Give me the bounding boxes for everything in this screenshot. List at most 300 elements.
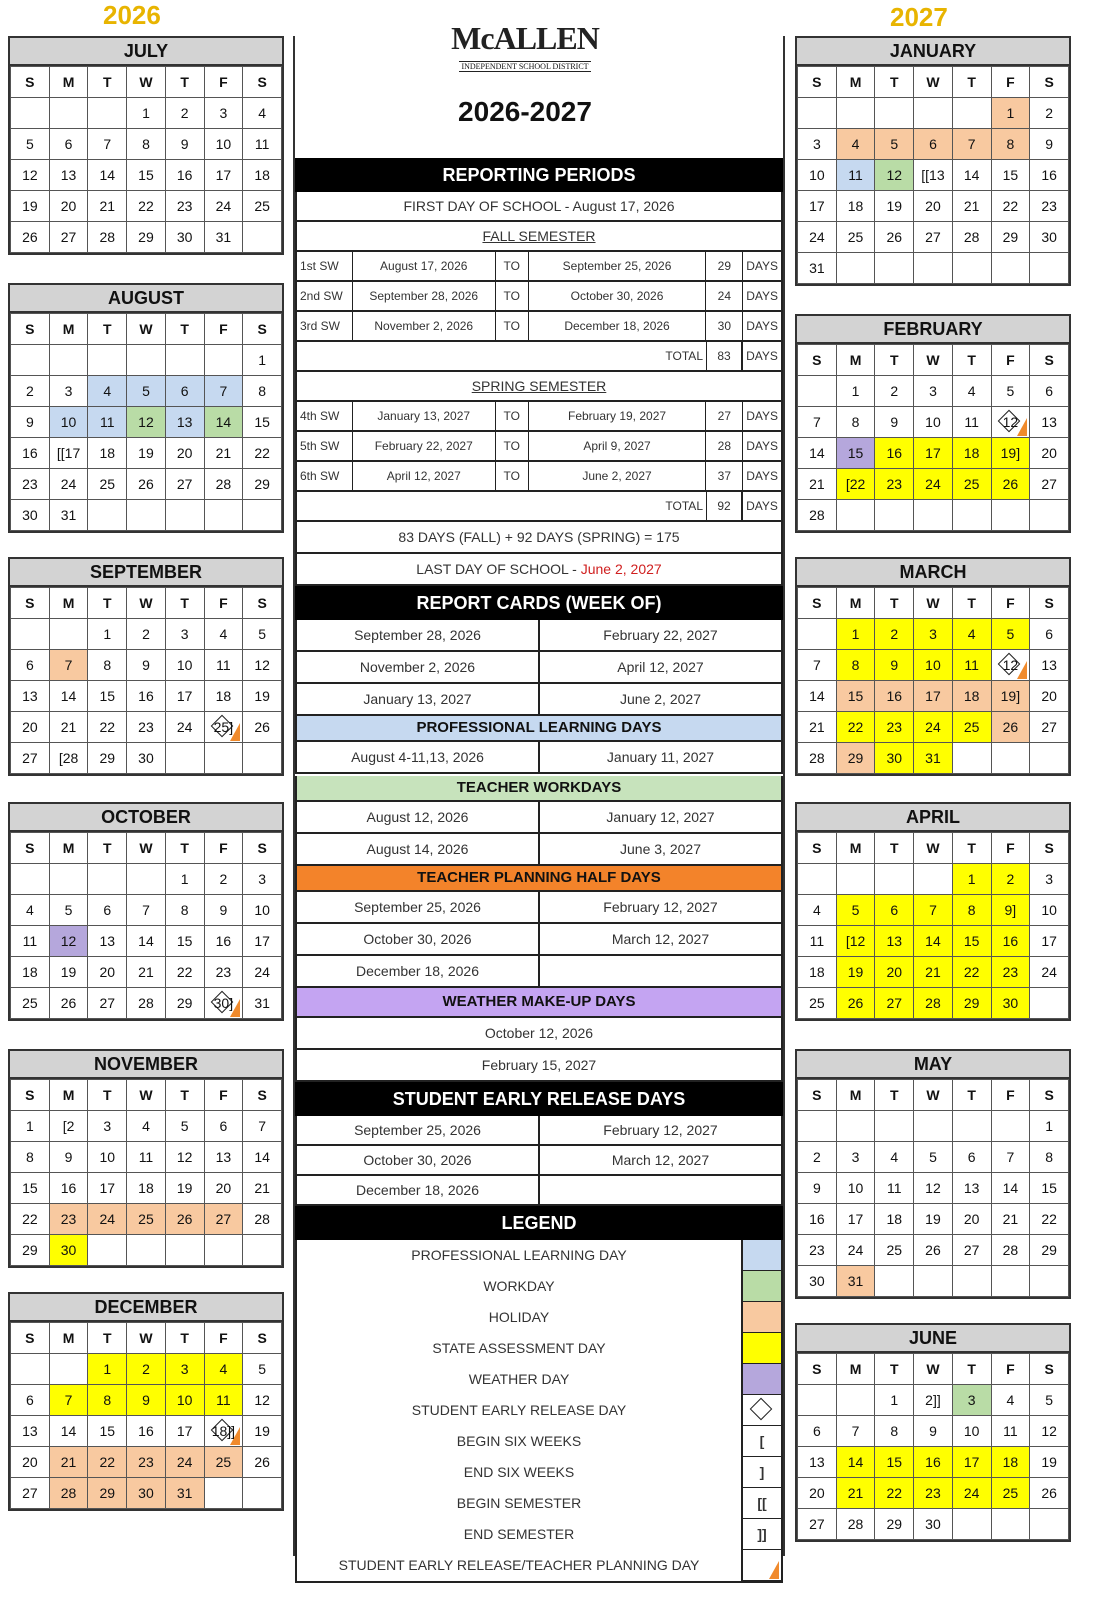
calendar-day: 19	[11, 191, 50, 222]
calendar-day: 23	[798, 1235, 837, 1266]
weather-makeup-header: WEATHER MAKE-UP DAYS	[295, 988, 783, 1018]
calendar-day: 15	[165, 926, 204, 957]
calendar-day: 7	[49, 650, 88, 681]
calendar-day: 5	[875, 129, 914, 160]
weekday-header: S	[243, 314, 282, 345]
calendar-day: 7	[836, 1416, 875, 1447]
month-october	[8, 802, 284, 1021]
calendar-day	[798, 376, 837, 407]
year-2026-label: 2026	[103, 0, 161, 30]
calendar-day	[991, 500, 1030, 531]
month-name: NOVEMBER	[10, 1051, 282, 1079]
calendar-day: 11	[798, 926, 837, 957]
calendar-day: 25	[991, 1478, 1030, 1509]
calendar-day	[11, 864, 50, 895]
calendar-day	[836, 864, 875, 895]
calendar-day: 25	[836, 222, 875, 253]
calendar-day: 21	[798, 712, 837, 743]
calendar-day	[49, 864, 88, 895]
calendar-day: 5	[243, 1354, 282, 1385]
weekday-header: S	[243, 588, 282, 619]
calendar-day: 6	[914, 129, 953, 160]
calendar-day	[88, 345, 127, 376]
calendar-day: 30	[914, 1509, 953, 1540]
calendar-day: 31	[798, 253, 837, 284]
calendar-day: 3	[914, 619, 953, 650]
reporting-period-row: 6th SW April 12, 2027 TO June 2, 2027 37 DAYS	[295, 462, 783, 492]
calendar-day: 25	[243, 191, 282, 222]
calendar-day: 13	[165, 407, 204, 438]
calendar-day: 5	[49, 895, 88, 926]
weekday-header: W	[127, 588, 166, 619]
weekday-header: S	[11, 67, 50, 98]
calendar-day: 14	[798, 438, 837, 469]
weekday-header: M	[836, 1354, 875, 1385]
weekday-header: M	[49, 1080, 88, 1111]
weekday-header: M	[49, 314, 88, 345]
calendar-day: 23	[11, 469, 50, 500]
spring-total-row: TOTAL 92 DAYS	[295, 492, 783, 522]
calendar-day: 5	[1030, 1385, 1069, 1416]
calendar-day: [[13	[914, 160, 953, 191]
weekday-header: T	[165, 833, 204, 864]
calendar-day: 20	[914, 191, 953, 222]
weekday-header: W	[914, 345, 953, 376]
calendar-day: 26	[165, 1204, 204, 1235]
calendar-day	[88, 864, 127, 895]
calendar-day: 27	[11, 1478, 50, 1509]
reporting-period-row: 4th SW January 13, 2027 TO February 19, 2027 27 DAYS	[295, 402, 783, 432]
calendar-day	[836, 98, 875, 129]
calendar-day	[914, 1266, 953, 1297]
calendar-day: 20	[49, 191, 88, 222]
calendar-day: 11	[875, 1173, 914, 1204]
calendar-day	[165, 743, 204, 774]
calendar-day: 24	[88, 1204, 127, 1235]
weekday-header: W	[914, 833, 953, 864]
weather-date-1: October 12, 2026	[295, 1018, 783, 1050]
calendar-day: 18	[204, 681, 243, 712]
calendar-day: 6	[1030, 619, 1069, 650]
calendar-day: 9]	[991, 895, 1030, 926]
calendar-day: 10	[798, 160, 837, 191]
calendar-day: 26	[243, 1447, 282, 1478]
calendar-day: 1	[243, 345, 282, 376]
calendar-day: 3	[204, 98, 243, 129]
calendar-day: 9	[204, 895, 243, 926]
calendar-day	[127, 345, 166, 376]
calendar-day	[991, 1111, 1030, 1142]
weekday-header: F	[204, 67, 243, 98]
legend-swatch	[741, 1395, 781, 1426]
weekday-header: S	[798, 588, 837, 619]
calendar-day	[1030, 1509, 1069, 1540]
weekday-header: W	[127, 833, 166, 864]
calendar-day: 28	[243, 1204, 282, 1235]
month-march	[795, 557, 1071, 776]
weekday-header: S	[243, 1323, 282, 1354]
calendar-day: 16	[914, 1447, 953, 1478]
calendar-day: 16	[165, 160, 204, 191]
calendar-day	[204, 1478, 243, 1509]
calendar-day	[952, 98, 991, 129]
calendar-day: 28	[914, 988, 953, 1019]
calendar-day: 22	[243, 438, 282, 469]
weekday-header: M	[836, 588, 875, 619]
calendar-day	[127, 864, 166, 895]
calendar-day	[991, 1509, 1030, 1540]
calendar-day: 10	[165, 650, 204, 681]
calendar-day: 17	[88, 1173, 127, 1204]
calendar-day: 5	[11, 129, 50, 160]
calendar-day: 16	[204, 926, 243, 957]
legend-item: BEGIN SIX WEEKS [	[297, 1426, 781, 1457]
calendar-day	[952, 1266, 991, 1297]
calendar-day: 21	[88, 191, 127, 222]
calendar-day: 12	[127, 407, 166, 438]
calendar-day: 21	[836, 1478, 875, 1509]
calendar-day	[49, 1354, 88, 1385]
legend-swatch	[741, 1550, 781, 1581]
calendar-day	[49, 98, 88, 129]
weekday-header: F	[204, 588, 243, 619]
planning-day-triangle-icon	[1017, 661, 1027, 679]
weekday-header: S	[1030, 1354, 1069, 1385]
calendar-day: 10	[243, 895, 282, 926]
weekday-header: S	[11, 1080, 50, 1111]
early-release-dates-row: December 18, 2026	[295, 1176, 783, 1206]
calendar-day	[952, 1509, 991, 1540]
month-february	[795, 314, 1071, 533]
calendar-day	[875, 500, 914, 531]
legend-item: BEGIN SEMESTER [[	[297, 1488, 781, 1519]
calendar-day	[204, 500, 243, 531]
report-cards-header: REPORT CARDS (WEEK OF)	[295, 586, 783, 620]
calendar-day: 8	[836, 650, 875, 681]
calendar-day	[952, 500, 991, 531]
calendar-day: 7	[914, 895, 953, 926]
month-name: APRIL	[797, 804, 1069, 832]
weekday-header: T	[875, 1080, 914, 1111]
calendar-day: 14	[952, 160, 991, 191]
month-name: OCTOBER	[10, 804, 282, 832]
calendar-day: 22	[165, 957, 204, 988]
calendar-day: 6	[204, 1111, 243, 1142]
legend-item: END SEMESTER ]]	[297, 1519, 781, 1550]
weekday-header: T	[952, 1354, 991, 1385]
school-year-title: 2026-2027	[458, 96, 592, 127]
calendar-day: 1	[88, 1354, 127, 1385]
calendar-day: 7	[952, 129, 991, 160]
calendar-day: 9	[914, 1416, 953, 1447]
calendar-day: 11	[836, 160, 875, 191]
calendar-day: 27	[952, 1235, 991, 1266]
calendar-day: 23	[49, 1204, 88, 1235]
calendar-day: 26	[914, 1235, 953, 1266]
weekday-header: T	[165, 314, 204, 345]
calendar-day: 15	[836, 681, 875, 712]
calendar-day: 6	[875, 895, 914, 926]
calendar-day: 11	[952, 407, 991, 438]
weekday-header: T	[952, 1080, 991, 1111]
weekday-header: T	[875, 67, 914, 98]
calendar-day: 23	[127, 1447, 166, 1478]
weekday-header: T	[88, 588, 127, 619]
calendar-day: 2	[204, 864, 243, 895]
calendar-day: 5	[991, 619, 1030, 650]
calendar-day: 12	[165, 1142, 204, 1173]
calendar-day	[11, 619, 50, 650]
calendar-day: 31	[836, 1266, 875, 1297]
calendar-day: 24	[204, 191, 243, 222]
calendar-day	[1030, 253, 1069, 284]
early-release-header: STUDENT EARLY RELEASE DAYS	[295, 1082, 783, 1116]
calendar-day: 14	[991, 1173, 1030, 1204]
weekday-header: S	[1030, 67, 1069, 98]
calendar-day: 26	[1030, 1478, 1069, 1509]
calendar-day: 27	[914, 222, 953, 253]
calendar-day: 24	[49, 469, 88, 500]
calendar-day	[204, 1235, 243, 1266]
calendar-day: 15	[952, 926, 991, 957]
legend-item: PROFESSIONAL LEARNING DAY	[297, 1240, 781, 1271]
calendar-day	[914, 98, 953, 129]
calendar-day: 1	[127, 98, 166, 129]
calendar-day	[798, 864, 837, 895]
calendar-day	[49, 619, 88, 650]
calendar-day: 26	[991, 469, 1030, 500]
calendar-day	[165, 1235, 204, 1266]
calendar-day: 23	[165, 191, 204, 222]
calendar-day: [2	[49, 1111, 88, 1142]
calendar-day: 23	[204, 957, 243, 988]
calendar-day: 3	[798, 129, 837, 160]
weekday-header: T	[165, 67, 204, 98]
calendar-day: 12	[243, 1385, 282, 1416]
professional-learning-dates: August 4-11,13, 2026 January 11, 2027	[295, 742, 783, 774]
legend-item: HOLIDAY	[297, 1302, 781, 1333]
weekday-header: M	[836, 833, 875, 864]
calendar-day	[875, 253, 914, 284]
weekday-header: M	[836, 345, 875, 376]
calendar-day	[952, 253, 991, 284]
weekday-header: F	[991, 1354, 1030, 1385]
calendar-day: 16	[875, 438, 914, 469]
calendar-day: 26	[11, 222, 50, 253]
legend-item: WORKDAY	[297, 1271, 781, 1302]
month-name: JULY	[10, 38, 282, 66]
calendar-day: 23	[875, 469, 914, 500]
calendar-day: 22	[127, 191, 166, 222]
calendar-day: 14	[914, 926, 953, 957]
calendar-day: 4	[836, 129, 875, 160]
calendar-day: 7	[49, 1385, 88, 1416]
calendar-day: 1	[11, 1111, 50, 1142]
calendar-day	[165, 345, 204, 376]
calendar-day	[49, 345, 88, 376]
calendar-day: [22	[836, 469, 875, 500]
calendar-day: 8	[165, 895, 204, 926]
calendar-day	[798, 619, 837, 650]
legend-item: WEATHER DAY	[297, 1364, 781, 1395]
weekday-header: T	[875, 588, 914, 619]
weekday-header: M	[49, 67, 88, 98]
calendar-day: 21	[243, 1173, 282, 1204]
calendar-day: 10	[1030, 895, 1069, 926]
calendar-day: 20	[165, 438, 204, 469]
calendar-day: 31	[243, 988, 282, 1019]
calendar-day: 3	[165, 619, 204, 650]
calendar-day: 11	[991, 1416, 1030, 1447]
calendar-day: 3	[914, 376, 953, 407]
calendar-day: 22	[11, 1204, 50, 1235]
calendar-day: 18	[127, 1173, 166, 1204]
weekday-header: S	[11, 833, 50, 864]
first-day-of-school: FIRST DAY OF SCHOOL - August 17, 2026	[295, 192, 783, 222]
calendar-day	[798, 1385, 837, 1416]
calendar-day	[1030, 1266, 1069, 1297]
calendar-day: 28	[798, 500, 837, 531]
calendar-day: 17	[165, 1416, 204, 1447]
calendar-day	[798, 1111, 837, 1142]
calendar-day: 10	[914, 407, 953, 438]
calendar-day	[1030, 743, 1069, 774]
month-name: MAY	[797, 1051, 1069, 1079]
calendar-day	[836, 500, 875, 531]
calendar-day: 22	[88, 712, 127, 743]
calendar-day: 4	[952, 376, 991, 407]
calendar-day: 27	[1030, 469, 1069, 500]
calendar-day: 13	[204, 1142, 243, 1173]
calendar-day: 21	[991, 1204, 1030, 1235]
calendar-day: 7	[243, 1111, 282, 1142]
calendar-day	[875, 98, 914, 129]
calendar-day: 13	[875, 926, 914, 957]
calendar-day: 23	[991, 957, 1030, 988]
reporting-periods-header: REPORTING PERIODS	[295, 158, 783, 192]
calendar-day: 12	[914, 1173, 953, 1204]
month-september	[8, 557, 284, 776]
calendar-day: 11	[243, 129, 282, 160]
month-name: FEBRUARY	[797, 316, 1069, 344]
calendar-day: 28	[88, 222, 127, 253]
calendar-day: 31	[49, 500, 88, 531]
calendar-day: 12	[875, 160, 914, 191]
calendar-day: 29	[952, 988, 991, 1019]
weekday-header: F	[991, 1080, 1030, 1111]
calendar-day: 19	[49, 957, 88, 988]
calendar-day: 31	[914, 743, 953, 774]
calendar-day: 10	[88, 1142, 127, 1173]
planning-day-triangle-icon	[1017, 418, 1027, 436]
weekday-header: M	[49, 588, 88, 619]
calendar-day: 9	[875, 407, 914, 438]
calendar-day: [12	[836, 926, 875, 957]
calendar-day: 12	[11, 160, 50, 191]
calendar-day: 15	[1030, 1173, 1069, 1204]
calendar-day: 14	[836, 1447, 875, 1478]
calendar-day: 12	[991, 407, 1030, 438]
early-release-diamond-icon	[750, 1398, 773, 1421]
district-logo	[445, 20, 605, 95]
calendar-day: 5	[836, 895, 875, 926]
calendar-day: 5	[243, 619, 282, 650]
calendar-day: 8	[952, 895, 991, 926]
weekday-header: S	[11, 588, 50, 619]
calendar-day: 17	[204, 160, 243, 191]
calendar-day: 6	[11, 650, 50, 681]
calendar-day: 21	[127, 957, 166, 988]
weekday-header: W	[127, 314, 166, 345]
calendar-day: 26	[836, 988, 875, 1019]
calendar-day: 18	[836, 191, 875, 222]
calendar-day: 4	[875, 1142, 914, 1173]
logo-subtitle: INDEPENDENT SCHOOL DISTRICT	[461, 62, 589, 71]
calendar-day	[88, 1235, 127, 1266]
legend-swatch: [	[741, 1426, 781, 1457]
calendar-day: 24	[836, 1235, 875, 1266]
calendar-day: 30	[1030, 222, 1069, 253]
calendar-day: 7	[991, 1142, 1030, 1173]
calendar-day: 20	[88, 957, 127, 988]
calendar-day: 30	[11, 500, 50, 531]
calendar-day: 29	[127, 222, 166, 253]
calendar-day: 10	[165, 1385, 204, 1416]
calendar-day: 27	[1030, 712, 1069, 743]
professional-learning-header: PROFESSIONAL LEARNING DAYS	[295, 716, 783, 742]
calendar-day: 9	[875, 650, 914, 681]
weekday-header: T	[165, 588, 204, 619]
calendar-day: 31	[165, 1478, 204, 1509]
calendar-day: 9	[11, 407, 50, 438]
calendar-day: 27	[204, 1204, 243, 1235]
calendar-day: 22	[991, 191, 1030, 222]
calendar-day: 5	[165, 1111, 204, 1142]
calendar-day: 15	[243, 407, 282, 438]
report-card-dates-row: January 13, 2027 June 2, 2027	[295, 684, 783, 716]
calendar-day: 21	[49, 1447, 88, 1478]
calendar-day: 13	[1030, 650, 1069, 681]
month-name: MARCH	[797, 559, 1069, 587]
calendar-day: 26	[991, 712, 1030, 743]
last-day-of-school: LAST DAY OF SCHOOL - June 2, 2027	[295, 554, 783, 586]
calendar-day: 12	[991, 650, 1030, 681]
calendar-day: 6	[165, 376, 204, 407]
weekday-header: S	[1030, 833, 1069, 864]
calendar-day: 4	[798, 895, 837, 926]
report-card-dates-row: November 2, 2026 April 12, 2027	[295, 652, 783, 684]
calendar-day: 22	[836, 712, 875, 743]
calendar-day	[914, 1111, 953, 1142]
calendar-day: 16	[49, 1173, 88, 1204]
teacher-workdays-header: TEACHER WORKDAYS	[295, 776, 783, 802]
legend-swatch: [[	[741, 1488, 781, 1519]
calendar-day: 30	[798, 1266, 837, 1297]
calendar-day: 19	[875, 191, 914, 222]
calendar-day: 17	[798, 191, 837, 222]
calendar-day: 3	[88, 1111, 127, 1142]
calendar-day: 27	[798, 1509, 837, 1540]
calendar-day: 25	[11, 988, 50, 1019]
calendar-day: 24	[243, 957, 282, 988]
calendar-day: 1	[875, 1385, 914, 1416]
weekday-header: S	[11, 1323, 50, 1354]
calendar-day: 27	[875, 988, 914, 1019]
calendar-day: 25	[798, 988, 837, 1019]
calendar-day: 29	[88, 1478, 127, 1509]
early-release-dates-row: October 30, 2026 March 12, 2027	[295, 1146, 783, 1176]
calendar-day	[836, 253, 875, 284]
